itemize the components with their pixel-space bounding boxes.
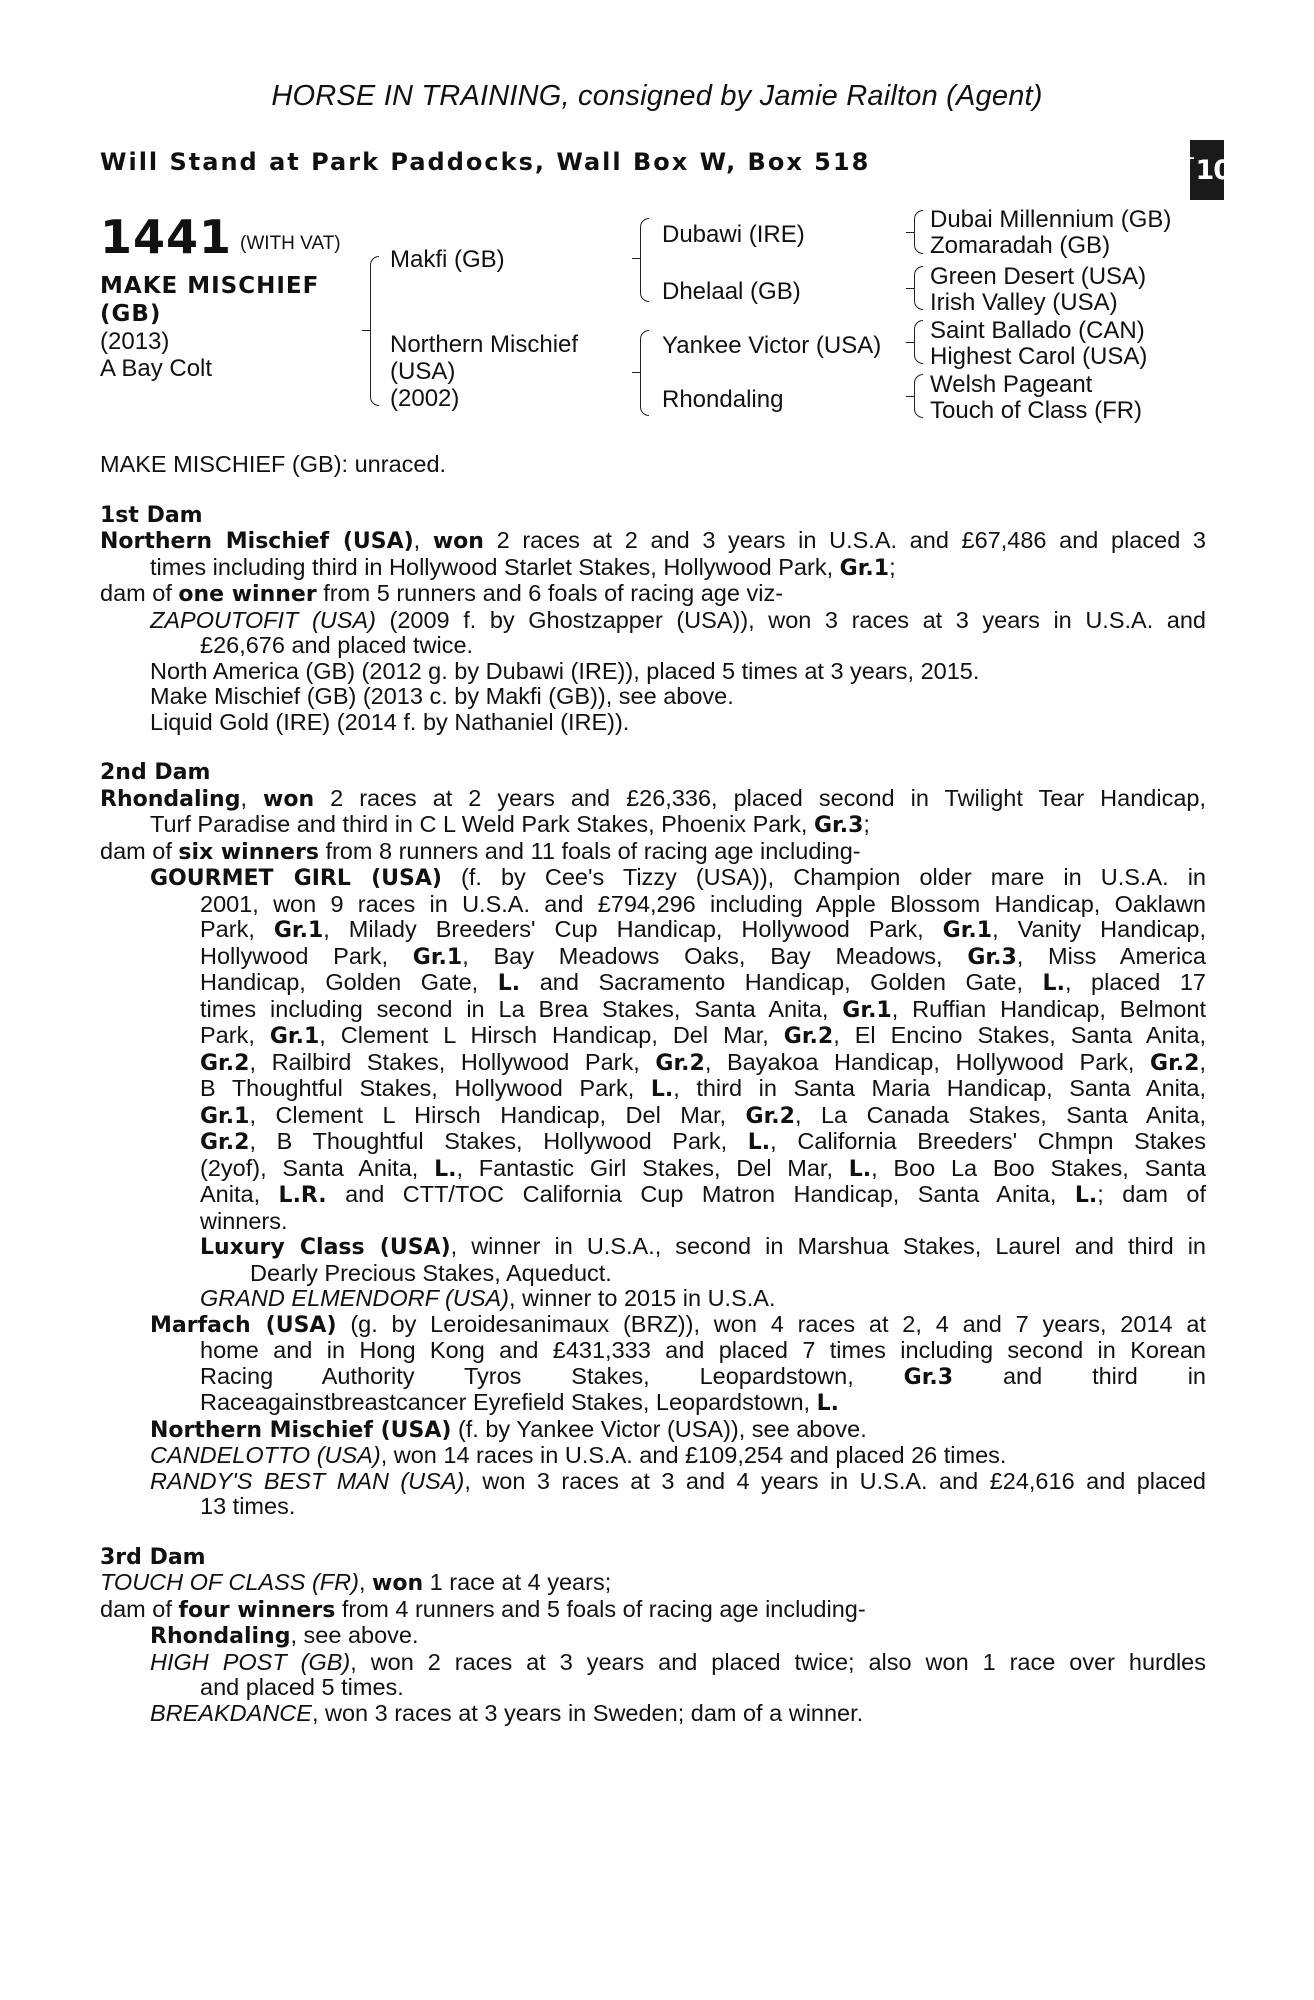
first-dam-line: £26,676 and placed twice. xyxy=(200,632,474,658)
pedigree-brace-dd xyxy=(914,374,923,418)
pedigree-brace-ss xyxy=(914,210,923,254)
text: , placed 17 xyxy=(1064,969,1206,995)
lot-number: 1441 xyxy=(100,210,233,264)
pedigree-brace-sire xyxy=(640,218,649,302)
text: , Ruffian Handicap, Belmont xyxy=(891,995,1206,1022)
pedigree-dam-line2: (USA) xyxy=(390,358,456,385)
text: times including second in La Brea Stakes, Santa Anita, xyxy=(200,995,843,1022)
vat-label: (WITH VAT) xyxy=(240,233,341,254)
text: (f. by Cee's Tizzy (USA)), Champion older mare in U.S.A. in xyxy=(441,864,1206,890)
grade-label: Gr.1 xyxy=(842,997,892,1023)
text: dam of xyxy=(100,1595,179,1622)
first-dam-line: North America (GB) (2012 g. by Dubawi (IRE)), placed 5 times at 3 years, 2015. xyxy=(150,657,980,684)
progeny-name: ZAPOUTOFIT (USA) xyxy=(150,606,376,633)
progeny-name: CANDELOTTO (USA) xyxy=(150,1442,381,1468)
text: , xyxy=(413,527,433,553)
gourmet-girl-line xyxy=(100,944,1206,971)
won-label: won xyxy=(432,529,484,554)
progeny-name: Marfach (USA) xyxy=(150,1312,337,1338)
grade-label: Gr.2 xyxy=(200,1050,250,1076)
text: , Clement L Hirsch Handicap, Del Mar, xyxy=(249,1101,746,1128)
grade-label: L. xyxy=(434,1156,457,1182)
pedigree-sire: Makfi (GB) xyxy=(390,246,505,273)
winners-count: six winners xyxy=(178,839,319,865)
badge-plus: + xyxy=(1182,149,1195,167)
text: , B Thoughtful Stakes, Hollywood Park, xyxy=(249,1128,748,1154)
text: , won 3 races at 3 years in Sweden; dam of a winner. xyxy=(311,1699,864,1726)
text: Hollywood Park, xyxy=(200,942,413,969)
text: Handicap, Golden Gate, xyxy=(200,969,498,995)
second-dam-line xyxy=(100,786,1206,813)
pedigree-dd-dam: Touch of Class (FR) xyxy=(930,397,1143,424)
text: times including third in Hollywood Starlet Stakes, Hollywood Park, xyxy=(150,553,840,580)
pedigree-dam-dam: Rhondaling xyxy=(662,386,784,413)
pedigree-ds-dam: Highest Carol (USA) xyxy=(930,343,1148,370)
text: , xyxy=(358,1569,373,1595)
marfach-line xyxy=(100,1364,1206,1391)
text: , winner to 2015 in U.S.A. xyxy=(509,1285,776,1311)
second-dam-line xyxy=(100,812,1206,839)
text: , won 2 races at 3 years and placed twice; also won 1 race over hurdles xyxy=(350,1648,1206,1675)
first-dam-line xyxy=(100,528,1206,555)
first-dam-line: Make Mischief (GB) (2013 c. by Makfi (GB)), see above. xyxy=(150,683,734,709)
pedigree-dam xyxy=(390,331,578,412)
gourmet-girl-line xyxy=(100,1182,1206,1209)
grade-label: L. xyxy=(650,1077,674,1102)
luxury-class-line: Dearly Precious Stakes, Aqueduct. xyxy=(250,1259,612,1286)
gourmet-girl-line xyxy=(100,1103,1206,1130)
text: ; dam of xyxy=(1097,1181,1206,1207)
first-dam-line: Liquid Gold (IRE) (2014 f. by Nathaniel (IRE)). xyxy=(150,708,630,735)
grade-label: Gr.1 xyxy=(839,555,890,581)
third-dam-heading: 3rd Dam xyxy=(100,1544,206,1570)
text: from 8 runners and 11 foals of racing age including- xyxy=(318,837,861,864)
pedigree-dam-sire: Yankee Victor (USA) xyxy=(662,332,882,359)
pedigree-brace-sire-tick xyxy=(632,258,640,259)
text: dam of xyxy=(100,837,179,864)
grade-label: Gr.1 xyxy=(200,1103,250,1129)
text: (2yof), Santa Anita, xyxy=(200,1154,435,1181)
text: ; xyxy=(889,553,896,580)
third-dam-line xyxy=(100,1650,1206,1676)
gourmet-girl-line xyxy=(100,970,1206,997)
first-dam-line xyxy=(100,581,1206,608)
first-dam-line xyxy=(100,555,1206,582)
pedigree-dam-line3: (2002) xyxy=(390,385,460,412)
grade-label: Gr.1 xyxy=(942,918,993,943)
won-label: won xyxy=(372,1571,424,1596)
grade-label: Gr.2 xyxy=(745,1103,795,1129)
text: , California Breeders' Chmpn Stakes xyxy=(770,1128,1206,1154)
grade-label: L. xyxy=(497,971,521,996)
text: Anita, xyxy=(200,1181,279,1207)
grade-label: Gr.2 xyxy=(200,1130,250,1155)
grade-label: Gr.2 xyxy=(783,1024,834,1049)
text: 1 race at 4 years; xyxy=(423,1569,612,1595)
text: , winner in U.S.A., second in Marshua Stakes, Laurel and third in xyxy=(450,1233,1206,1259)
stand-location: Will Stand at Park Paddocks, Wall Box W, Box 518 xyxy=(100,148,871,176)
text: from 5 runners and 6 foals of racing age viz- xyxy=(316,580,784,606)
text: , La Canada Stakes, Santa Anita, xyxy=(794,1101,1206,1128)
text: (f. by Yankee Victor (USA)), see above. xyxy=(451,1415,867,1442)
text: , Clement L Hirsch Handicap, Del Mar, xyxy=(319,1022,784,1048)
text: from 4 runners and 5 foals of racing age including- xyxy=(335,1595,866,1622)
text: , xyxy=(1199,1048,1206,1075)
gourmet-girl-line xyxy=(100,1023,1206,1050)
text: B Thoughtful Stakes, Hollywood Park, xyxy=(200,1075,651,1101)
text: and third in xyxy=(953,1362,1206,1389)
first-dam-line xyxy=(100,608,1206,634)
grand-elmendorf-line xyxy=(100,1286,1206,1312)
pedigree-brace-ds xyxy=(914,320,923,364)
text: , won 14 races in U.S.A. and £109,254 and placed 26 times. xyxy=(380,1442,1007,1468)
gourmet-girl-line xyxy=(100,1076,1206,1103)
progeny-name: BREAKDANCE xyxy=(150,1699,312,1726)
text: , see above. xyxy=(290,1622,419,1648)
grade-label: L. xyxy=(747,1130,771,1155)
text: , Milady Breeders' Cup Handicap, Hollywood Park, xyxy=(323,916,943,942)
horse-description: A Bay Colt xyxy=(100,355,213,382)
gourmet-girl-line xyxy=(100,997,1206,1024)
text: , Bay Meadows Oaks, Bay Meadows, xyxy=(462,942,968,969)
progeny-name: Luxury Class (USA) xyxy=(200,1235,451,1260)
text: , Bayakoa Handicap, Hollywood Park, xyxy=(704,1048,1151,1075)
gourmet-girl-line xyxy=(100,1050,1206,1077)
text: , El Encino Stakes, Santa Anita, xyxy=(833,1022,1206,1048)
spacer xyxy=(100,1520,1206,1545)
pedigree-sd-dam: Irish Valley (USA) xyxy=(930,289,1118,316)
third-dam-line xyxy=(100,1623,1206,1650)
pedigree-brace-gen1 xyxy=(370,256,379,406)
third-dam-line: and placed 5 times. xyxy=(200,1674,404,1700)
progeny-name: Northern Mischief (USA) xyxy=(150,1417,452,1443)
second-dam-line xyxy=(100,839,1206,866)
progeny-name: RANDY'S BEST MAN (USA) xyxy=(150,1467,465,1494)
dam-name: Rhondaling xyxy=(100,786,241,812)
gourmet-girl-line: 2001, won 9 races in U.S.A. and £794,296 including Apple Blossom Handicap, Oaklawn xyxy=(200,890,1206,917)
pedigree-brace-dd-tick xyxy=(906,396,914,397)
gourmet-girl-line xyxy=(100,865,1206,892)
race-summary: MAKE MISCHIEF (GB): unraced. xyxy=(100,451,447,477)
pedigree-ds-sire: Saint Ballado (CAN) xyxy=(930,317,1145,344)
marfach-line xyxy=(100,1312,1206,1339)
progeny-name: Rhondaling xyxy=(150,1624,291,1649)
text: (g. by Leroidesanimaux (BRZ)), won 4 races at 2, 4 and 7 years, 2014 at xyxy=(336,1310,1206,1337)
text: (2009 f. by Ghostzapper (USA)), won 3 races at 3 years in U.S.A. and xyxy=(375,606,1206,633)
horse-name-line2: (GB) xyxy=(100,301,162,327)
marfach-line xyxy=(100,1390,1206,1417)
text: , Miss America xyxy=(1016,942,1206,969)
text: and CTT/TOC California Cup Matron Handicap, Santa Anita, xyxy=(326,1181,1075,1207)
spacer xyxy=(100,735,1206,760)
progeny-name: GRAND ELMENDORF (USA) xyxy=(200,1285,510,1311)
candelotto-line xyxy=(100,1443,1206,1469)
grade-label: Gr.3 xyxy=(813,813,864,838)
text: , Vanity Handicap, xyxy=(992,916,1206,942)
gourmet-girl-line: winners. xyxy=(200,1207,288,1234)
grade-label: Gr.2 xyxy=(1150,1050,1200,1076)
grade-label: Gr.3 xyxy=(967,944,1017,970)
progeny-name: HIGH POST (GB) xyxy=(150,1648,351,1675)
text: Park, xyxy=(200,916,274,942)
gourmet-girl-line xyxy=(100,1129,1206,1156)
winners-count: one winner xyxy=(178,582,317,607)
horse-name-line1: MAKE MISCHIEF xyxy=(100,273,320,299)
text: ; xyxy=(863,811,870,837)
foaling-year: (2013) xyxy=(100,328,170,355)
grade-label: L. xyxy=(848,1156,872,1182)
spacer xyxy=(100,478,1206,503)
grade-label: L.R. xyxy=(278,1183,327,1208)
grade-label: L. xyxy=(1074,1183,1098,1208)
pedigree-brace-gen1-tick xyxy=(362,330,370,331)
gourmet-girl-line xyxy=(100,1156,1206,1183)
pedigree-ss-dam: Zomaradah (GB) xyxy=(930,232,1111,259)
grade-label: Gr.1 xyxy=(273,918,324,943)
pedigree-brace-sd xyxy=(914,266,923,310)
won-label: won xyxy=(263,786,315,812)
pedigree-sire-dam: Dhelaal (GB) xyxy=(662,278,801,305)
pedigree-sire-sire: Dubawi (IRE) xyxy=(662,221,805,248)
consignor-title: HORSE IN TRAINING, consigned by Jamie Railton (Agent) xyxy=(271,80,1043,112)
text: , xyxy=(240,784,264,811)
grade-label: Gr.2 xyxy=(655,1050,705,1076)
pedigree-brace-ss-tick xyxy=(906,232,914,233)
text: dam of xyxy=(100,580,179,606)
second-dam-heading: 2nd Dam xyxy=(100,760,211,785)
text: Park, xyxy=(200,1022,270,1048)
marfach-line: home and in Hong Kong and £431,333 and placed 7 times including second in Korean xyxy=(200,1337,1206,1363)
text: and Sacramento Handicap, Golden Gate, xyxy=(520,969,1043,995)
third-dam-line xyxy=(100,1597,1206,1624)
catalogue-body xyxy=(100,452,1206,1726)
grade-label: L. xyxy=(1042,971,1065,996)
pedigree-ss-sire: Dubai Millennium (GB) xyxy=(930,206,1172,233)
text: Turf Paradise and third in C L Weld Park Stakes, Phoenix Park, xyxy=(150,811,814,837)
first-dam-heading: 1st Dam xyxy=(100,502,203,528)
text: , third in Santa Maria Handicap, Santa Anita, xyxy=(673,1075,1206,1101)
grade-label: Gr.1 xyxy=(269,1024,320,1049)
randys-best-man-line: 13 times. xyxy=(200,1493,296,1519)
grade-label: Gr.1 xyxy=(412,944,463,970)
text: 2 races at 2 and 3 years in U.S.A. and £67,486 and placed 3 xyxy=(483,527,1206,553)
lot-block xyxy=(100,210,350,382)
badge-number: 10 xyxy=(1195,154,1232,186)
text: 2 races at 2 years and £26,336, placed second in Twilight Tear Handicap, xyxy=(314,784,1206,811)
pedigree-dd-sire: Welsh Pageant xyxy=(930,371,1093,398)
horse-name xyxy=(100,272,350,328)
pedigree-brace-ds-tick xyxy=(906,342,914,343)
pedigree-brace-dam-tick xyxy=(632,372,640,373)
northern-mischief-line xyxy=(100,1417,1206,1444)
gourmet-girl-line xyxy=(100,917,1206,944)
dam-name: Northern Mischief (USA) xyxy=(100,529,414,554)
pedigree-brace-dam xyxy=(640,330,649,416)
text: , Railbird Stakes, Hollywood Park, xyxy=(249,1048,656,1075)
text: Racing Authority Tyros Stakes, Leopardstown, xyxy=(200,1362,904,1389)
third-dam-line xyxy=(100,1570,1206,1597)
pedigree-sd-sire: Green Desert (USA) xyxy=(930,263,1147,290)
randys-best-man-line xyxy=(100,1469,1206,1495)
winners-count: four winners xyxy=(178,1597,336,1623)
dam-name: TOUCH OF CLASS (FR) xyxy=(100,1569,359,1595)
grade-label: Gr.3 xyxy=(903,1364,954,1390)
luxury-class-line xyxy=(100,1234,1206,1261)
grade-label: L. xyxy=(816,1391,839,1416)
text: , won 3 races at 3 and 4 years in U.S.A. and £24,616 and placed xyxy=(464,1467,1206,1494)
text: , Fantastic Girl Stakes, Del Mar, xyxy=(456,1154,849,1181)
text: Raceagainstbreastcancer Eyrefield Stakes, Leopardstown, xyxy=(200,1389,817,1415)
progeny-name: GOURMET GIRL (USA) xyxy=(150,866,442,891)
pedigree-brace-sd-tick xyxy=(906,288,914,289)
text: , Boo La Boo Stakes, Santa xyxy=(871,1154,1206,1181)
pedigree-dam-line1: Northern Mischief xyxy=(390,331,579,358)
third-dam-line xyxy=(100,1701,1206,1727)
lot-count-badge xyxy=(1182,140,1232,200)
